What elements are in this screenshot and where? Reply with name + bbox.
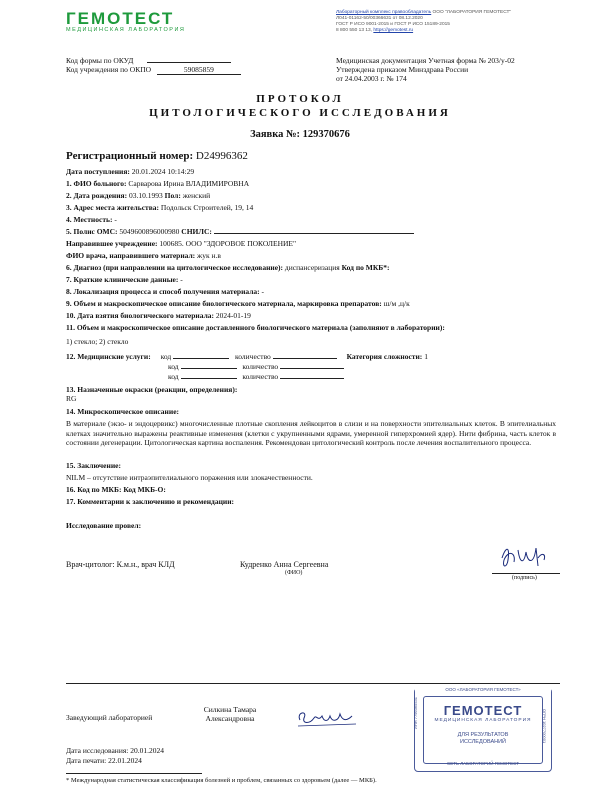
micro-label [66,407,556,416]
qty-line [273,358,337,359]
services-label: 12. Медицинские услуги: [66,352,151,361]
stamp-left: ИНН 7799365531 [413,696,418,729]
okpo-row [66,65,241,75]
code-label: код [168,372,179,381]
print-date-row [66,756,556,765]
oms-value: 5049600896000980 [119,227,180,236]
stamp-res1: ДЛЯ РЕЗУЛЬТАТОВ [457,732,509,738]
doctor-row [66,251,556,260]
lab-volume-label: 11. Объем и макроскопическое описание доставленного биологического материала (заполняют в лаборатории): [66,323,445,332]
micro-label-text: 14. Микроскопическое описание: [66,407,180,416]
protocol-subtitle: ЦИТОЛОГИЧЕСКОГО ИССЛЕДОВАНИЯ [149,107,451,119]
micro-value: В материале (экзо- и эндоцервикс) многочисленные плотные скопления лейкоцитов в слизи и на поверхности эпителиальных клеток. В эпителиальных клетках значительно выражены реактивные изменения (клетки с укрупненными ядрами, умеренной гиперхромией ядер). Нити фибрина, часть клеток в состоянии дегенерации. Цитологическая картина воспаления. Рекомендован цитологический контроль после лечения воспалительного процесса. [66,419,556,447]
head-name-line1: Силкина Тамара [203,705,257,714]
fio-row [66,179,556,188]
services-row-3 [168,372,468,381]
locality-row [66,215,556,224]
study-date-label: Дата исследования: [66,746,129,755]
institution-label: Направившее учреждение: [66,239,158,248]
code-label: код [160,352,172,361]
fio-value: Сарварова Ирина ВЛАДИМИРОВНА [128,179,250,188]
stamp-top: ООО «ЛАБОРАТОРИЯ ГЕМОТЕСТ» [415,687,551,692]
code-line [181,368,237,369]
mkb-label: Код по МКБ*: [341,263,390,272]
sample-date-row [66,311,556,320]
conclusion-label [66,461,556,470]
mkb16-row [66,485,556,494]
dob-label: 2. Дата рождения: [66,191,128,200]
gost: ГОСТ Р ИСО 9001-2015 и ГОСТ Р ИСО 15189-2015 [336,22,450,27]
head-name [200,705,260,723]
received-value: 20.01.2024 10:14:29 [131,167,195,176]
conclusion-value: NILM – отсутствие интраэпителиального поражения или злокачественности. [66,473,313,482]
services-row-1 [66,352,556,361]
snils-label: СНИЛС: [181,227,212,236]
cytologist-signature [488,538,558,578]
approved-text: Утверждена приказом Минздрава России [336,65,469,74]
institution-value: 100685. ООО "ЗДОРОВОЕ ПОКОЛЕНИЕ" [159,239,297,248]
study-date-row [66,746,556,755]
diagnosis-value: диспансеризация [284,263,340,272]
services-row-2 [168,362,468,371]
head-name-line2: Александровна [205,714,255,723]
institution-row [66,239,556,248]
medical-doc-info [336,56,576,83]
license: Л041-01162-50/00366631 от 08.12.2020 [336,16,423,21]
okpo-label: Код учреждения по ОКПО [66,65,152,74]
fio-caption: (ФИО) [285,570,303,576]
clinical-row [66,275,556,284]
dob-row [66,191,556,200]
locality-label: 4. Местность: [66,215,113,224]
snils-line [214,233,414,234]
sex-label: Пол: [164,191,181,200]
owner-name: ООО "ЛАБОРАТОРИЯ ГЕМОТЕСТ" [432,10,512,15]
okud-value [147,62,231,63]
comments-row [66,497,556,506]
registration-label: Регистрационный номер: [66,150,194,162]
complexity-label: Категория сложности: [346,352,423,361]
diagnosis-row [66,263,556,272]
request-number: Заявка №: 129370676 [250,129,350,140]
footnote-divider [66,773,202,774]
stamp-brand: ГЕМОТЕСТ [443,703,523,718]
doctor-value: жук н.в [197,251,221,260]
sex-value: женский [182,191,211,200]
sample-date-value: 2024-01-19 [215,311,251,320]
received-row [66,167,556,176]
volume-value: ш/м ,ц/к [383,299,410,308]
footnote: * Международная статистическая классификация болезней и проблем, связанных со здоровьем (далее — МКБ). [66,777,377,784]
clinical-label: 7. Краткие клинические данные: [66,275,179,284]
oms-row [66,227,556,236]
clinical-value: - [180,275,183,284]
head-signature [294,704,364,730]
diagnosis-label: 6. Диагноз (при направлении на цитологическое исследование): [66,263,284,272]
qty-label: количество [235,352,271,361]
address-label: 3. Адрес места жительства: [66,203,160,212]
stamp-bottom: СЕТЬ ЛАБОРАТОРИЙ ГЕМОТЕСТ [447,761,519,766]
site-link[interactable]: https://gemotest.ru [373,28,414,33]
fio-label: 1. ФИО больного: [66,179,127,188]
received-label: Дата поступления: [66,167,130,176]
stamp-right: ОГРН 1027700001 [541,709,547,744]
signature-line [492,573,560,574]
qty-line [280,368,344,369]
address-value: Подольск Строителей, 19, 14 [160,203,254,212]
code-line [181,378,237,379]
conclusion-label-text: 15. Заключение: [66,461,121,470]
print-date-value: 22.01.2024 [108,756,142,765]
registration-row [66,150,248,162]
qty-line [280,378,344,379]
divider [66,683,560,684]
logo-text: ГЕМОТЕСТ [66,9,175,28]
company-logo [66,10,216,34]
registration-value: D24996362 [195,150,248,162]
okud-row [66,56,231,65]
stamp-res2: ИССЛЕДОВАНИЙ [459,739,507,745]
okud-label: Код формы по ОКУД [66,56,134,65]
header-info [336,10,576,34]
sign-caption: (подпись) [512,575,537,581]
phone: 8 800 550 13 13, [336,28,373,33]
sample-date-label: 10. Дата взятия биологического материала: [66,311,215,320]
conducted-row [66,521,556,530]
qty-label: количество [242,362,279,371]
mkb16-label: 16. Код по МКБ: [66,485,122,494]
dob-value: 03.10.1993 [129,191,163,200]
stains-label [66,385,556,394]
cytologist-name: Кудренко Анна Сергеевна [240,560,329,569]
volume-label: 9. Объем и макроскопическое описание биологического материала, маркировка препаратов: [66,299,382,308]
stains-label-text: 13. Назначенные окраски (реакции, определения): [66,385,238,394]
conducted-label: Исследование провел: [66,521,142,530]
stains-value: RG [66,394,77,403]
lab-volume-value: 1) стекло; 2) стекло [66,337,129,346]
doctor-label: ФИО врача, направившего материал: [66,251,196,260]
cytologist-label: Врач-цитолог: К.м.н., врач КЛД [66,560,175,569]
address-row [66,203,556,212]
approved-date: от 24.04.2003 г. № 174 [336,74,407,83]
locality-value: - [114,215,117,224]
oms-label: 5. Полис ОМС: [66,227,118,236]
lab-volume-row [66,323,556,332]
head-label: Заведующий лабораторией [66,713,153,722]
okpo-value: 59085859 [157,65,241,75]
mkbo-label: Код МКБ-О: [123,485,166,494]
stamp-sub: МЕДИЦИНСКАЯ ЛАБОРАТОРИЯ [434,718,532,723]
code-line [173,358,229,359]
complexity-value: 1 [424,352,428,361]
print-date-label: Дата печати: [66,756,107,765]
localization-row [66,287,556,296]
owner-link[interactable]: Лабораторный комплекс правообладатель [336,10,432,15]
logo-subtitle: МЕДИЦИНСКАЯ ЛАБОРАТОРИЯ [66,27,186,33]
study-date-value: 20.01.2024 [130,746,164,755]
medical-doc: Медицинская документация Учетная форма № 203/у-02 [336,56,515,65]
protocol-title: ПРОТОКОЛ [256,93,344,105]
localization-value: - [261,287,265,296]
stamp-results [415,732,551,746]
localization-label: 8. Локализация процесса и способ получения материала: [66,287,260,296]
code-label: код [168,362,179,371]
comments-label: 17. Комментарии к заключению и рекомендации: [66,497,235,506]
volume-row [66,299,556,308]
qty-label: количество [242,372,279,381]
